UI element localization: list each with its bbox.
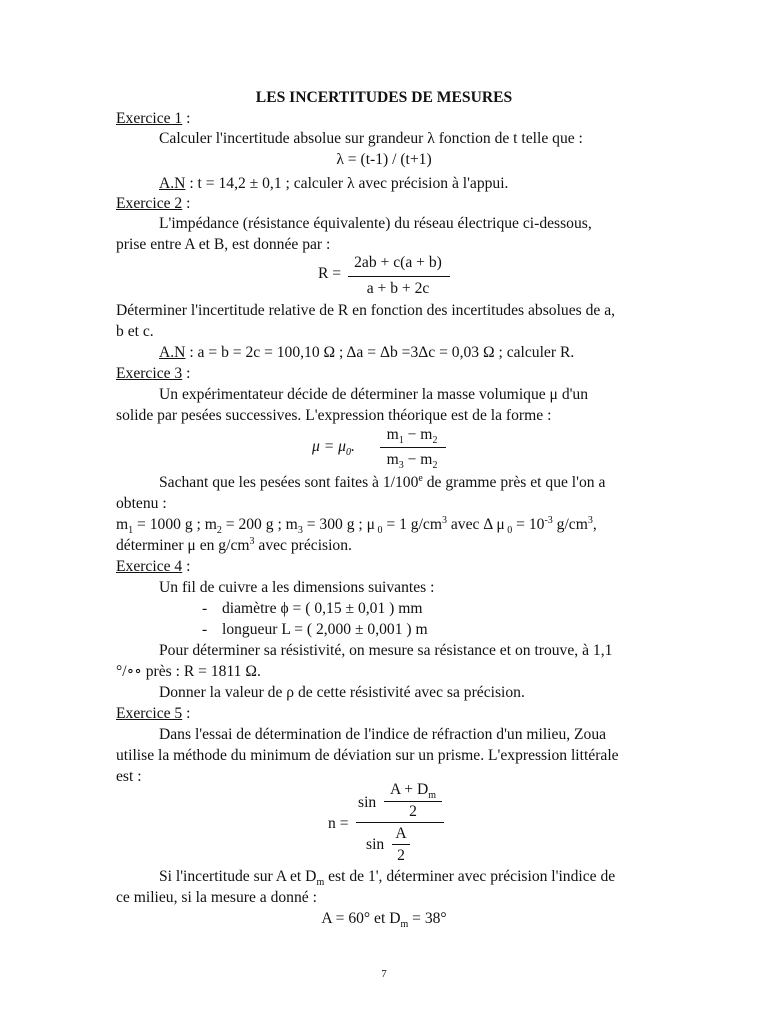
exercise-1-heading: Exercice 1 :: [116, 110, 191, 127]
fraction-bar: [392, 844, 410, 845]
fraction-denominator: 2: [409, 803, 417, 820]
fraction-denominator: a + b + 2c: [366, 280, 430, 297]
exercise-5-sin-top: sin: [358, 794, 377, 811]
fraction-denominator: $m_3 - m_2$: [386, 451, 438, 472]
exercise-2-text-4: b et c.: [116, 323, 154, 340]
exercise-5-sin-bottom: sin: [366, 836, 385, 853]
exercise-5-text-2: utilise la méthode du minimum de déviation sur un prisme. L'expression littérale: [116, 747, 619, 764]
exercise-1-text-1: Calculer l'incertitude absolue sur grandeur λ fonction de t telle que :: [159, 130, 583, 147]
exercise-2-application: A.N : a = b = 2c = 100,10 Ω ; Δa = Δb =3Δc = 0,03 Ω ; calculer R.: [159, 344, 575, 361]
exercise-5-inner-fraction-bottom-num: [390, 826, 412, 842]
exercise-5-text-4: Si l'incertitude sur A et $D_m$ est de 1', déterminer avec précision l'indice de: [159, 868, 616, 889]
exercise-3-formula-lhs: $\mu = \mu_0$.: [312, 438, 355, 459]
exercise-3-text-2: solide par pesées successives. L'expression théorique est de la forme :: [116, 407, 552, 424]
exercise-5-text-5: ce milieu, si la mesure a donné :: [116, 889, 317, 906]
fraction-denominator: 2: [397, 847, 405, 864]
exercise-5-result: A = 60° et $D_m = 38^\circ$: [321, 910, 447, 931]
exercise-2-text-2: prise entre A et B, est donnée par :: [116, 236, 331, 253]
exercise-5-text-3: est :: [116, 768, 142, 785]
fraction-numerator: A: [395, 825, 407, 842]
exercise-2-formula-lhs: R =: [318, 265, 342, 282]
exercise-1-application: A.N : t = 14,2 ± 0,1 ; calculer λ avec précision à l'appui.: [159, 175, 509, 192]
exercise-4-heading: Exercice 4 :: [116, 558, 191, 575]
exercise-2-fraction-den: [346, 281, 450, 297]
exercise-3-measurements: $m_1 = 1000$ g ; $m_2 = 200$ g ; $m_3 = 300$ g ; μ $_0$ = 1 $g/cm^3$ avec Δ μ $_0 = 10^{-3}$ $g/cm^3$,: [116, 514, 597, 537]
exercise-2-fraction: [346, 255, 450, 271]
page-title: LES INCERTITUDES DE MESURES: [255, 89, 513, 106]
exercise-4-text-4: Donner la valeur de ρ de cette résistivité avec sa précision.: [159, 684, 525, 701]
exercise-4-bullet-1: -: [202, 600, 208, 617]
exercise-4-text-1: Un fil de cuivre a les dimensions suivantes :: [159, 579, 435, 596]
exercise-3-text-4: obtenu :: [116, 495, 167, 512]
exercise-4-text-2: Pour déterminer sa résistivité, on mesure sa résistance et on trouve, à 1,1: [159, 642, 613, 659]
exercise-5-inner-fraction-top-num: [380, 781, 446, 802]
exercise-4-item-1: diamètre ϕ = ( 0,15 ± 0,01 ) mm: [222, 600, 423, 617]
exercise-3-fraction-den: [378, 451, 446, 472]
fraction-bar: [348, 276, 450, 277]
exercise-5-inner-fraction-top-den: [380, 804, 446, 820]
exercise-3-text-1: Un expérimentateur décide de déterminer la masse volumique μ d'un: [159, 386, 589, 403]
fraction-numerator: 2ab + c(a + b): [354, 254, 442, 271]
exercise-5-inner-fraction-bottom-den: [390, 848, 412, 864]
main-fraction-bar: [356, 822, 444, 823]
exercise-5-heading: Exercice 5 :: [116, 705, 191, 722]
exercise-3-fraction-num: [378, 426, 446, 447]
exercise-2-text-3: Déterminer l'incertitude relative de R en fonction des incertitudes absolues de a,: [116, 302, 616, 319]
exercise-3-text-6: déterminer μ en $g/cm^3$ avec précision.: [116, 535, 352, 554]
exercise-1-formula: λ = (t-1) / (t+1): [336, 151, 432, 168]
exercise-4-item-2: longueur L = ( 2,000 ± 0,001 ) m: [222, 621, 428, 638]
exercise-3-heading: Exercice 3 :: [116, 365, 191, 382]
page-number: 7: [381, 968, 387, 980]
exercise-2-heading: Exercice 2 :: [116, 195, 191, 212]
fraction-numerator: $m_1 - m_2$: [386, 426, 438, 447]
exercise-5-formula-lhs: n =: [328, 815, 349, 832]
exercise-5-text-1: Dans l'essai de détermination de l'indice de réfraction d'un milieu, Zoua: [159, 726, 607, 743]
exercise-3-text-3: Sachant que les pesées sont faites à 1/100e de gramme près et que l'on a: [159, 472, 606, 491]
exercise-2-text-1: L'impédance (résistance équivalente) du réseau électrique ci-dessous,: [159, 215, 592, 232]
fraction-numerator: $A + D_m$: [389, 781, 437, 802]
fraction-bar: [380, 447, 446, 448]
fraction-bar: [384, 801, 442, 802]
exercise-4-bullet-2: -: [202, 621, 208, 638]
exercise-4-text-3: °/∘∘ près : R = 1811 Ω.: [116, 663, 261, 680]
